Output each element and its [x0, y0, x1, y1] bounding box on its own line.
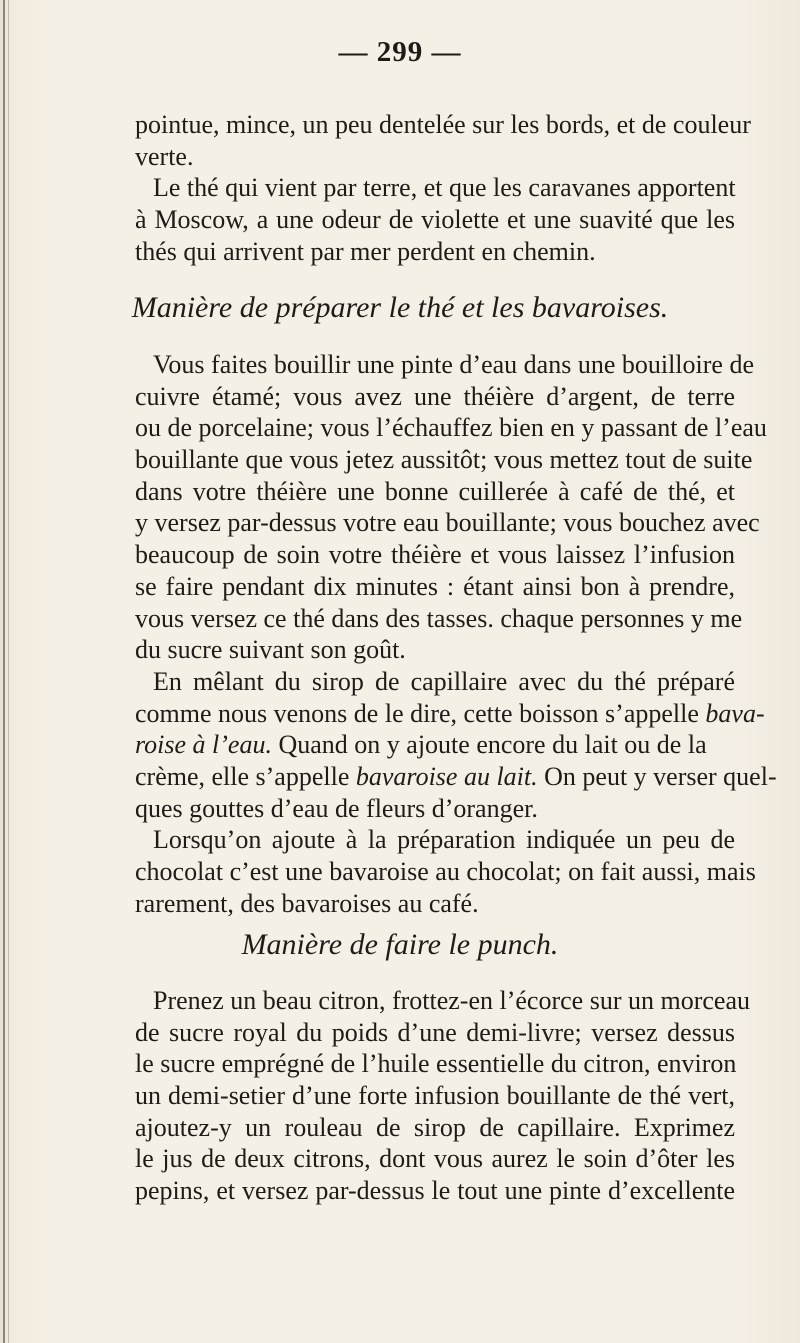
text-line: pepins, et versez par-dessus le tout une pinte d’excellente [135, 1176, 735, 1206]
text-line: En mêlant du sirop de capillaire avec du thé préparé [153, 666, 735, 696]
page-number: — 299 — [338, 36, 462, 68]
text-line [135, 729, 735, 761]
text-span: crème, elle s’appelle [135, 761, 356, 791]
text-line: le jus de deux citrons, dont vous aurez le soin d’ôter les [135, 1144, 735, 1174]
tea-paragraph [135, 349, 777, 919]
text-line: pointue, mince, un peu dentelée sur les bords, et de couleur [135, 110, 751, 139]
punch-paragraph [135, 985, 750, 1207]
section-heading-tea: Manière de préparer le thé et les bavaroises. [131, 291, 669, 324]
section-heading-punch: Manière de faire le punch. [241, 928, 559, 961]
text-line: Lorsqu’on ajoute à la préparation indiquée un peu de [153, 825, 735, 855]
text-line: verte. [135, 141, 194, 171]
text-line: Le thé qui vient par terre, et que les caravanes apportent [153, 173, 736, 203]
text-line: ou de porcelaine; vous l’échauffez bien en y passant de l’eau [135, 413, 767, 443]
intro-paragraph [135, 109, 751, 267]
text-line: du sucre suivant son goût. [135, 635, 406, 665]
text-line: un demi-setier d’une forte infusion bouillante de thé vert, [135, 1081, 735, 1111]
page-edge-fold [8, 0, 9, 1343]
text-line: chocolat c’est une bavaroise au chocolat; on fait aussi, mais [135, 857, 756, 886]
text-span: comme nous venons de le dire, cette boisson s’appelle [135, 698, 706, 728]
text-line: bouillante que vous jetez aussitôt; vous mettez tout de suite [135, 445, 753, 475]
text-line: le sucre emprégné de l’huile essentielle du citron, environ [135, 1049, 737, 1079]
text-line: ajoutez-y un rouleau de sirop de capillaire. Exprimez [135, 1112, 735, 1142]
text-line: se faire pendant dix minutes : étant ainsi bon à prendre, [135, 571, 735, 601]
text-line: ques gouttes d’eau de fleurs d’oranger. [135, 793, 538, 823]
text-line: de sucre royal du poids d’une demi-livre; versez dessus [135, 1017, 735, 1047]
italic-term: bavaroise au lait. [355, 761, 538, 791]
text-line: Vous faites bouillir une pinte d’eau dans une bouilloire de [153, 350, 754, 379]
text-line: cuivre étamé; vous avez une théière d’argent, de terre [135, 381, 735, 411]
text-line [135, 698, 765, 730]
text-line: à Moscow, a une odeur de violette et une suavité que les [135, 205, 735, 235]
text-line [135, 761, 777, 793]
page-edge-shadow [3, 0, 5, 1343]
text-line: beaucoup de soin votre théière et vous laissez l’infusion [135, 540, 735, 570]
text-line: vous versez ce thé dans des tasses. chaque personnes y me [135, 603, 743, 633]
italic-term: bava- [705, 698, 765, 728]
text-line: rarement, des bavaroises au café. [135, 888, 479, 918]
text-line: y versez par-dessus votre eau bouillante; vous bouchez avec [135, 508, 760, 538]
text-span: On peut y verser quel- [537, 761, 777, 791]
text-line: thés qui arrivent par mer perdent en chemin. [135, 236, 596, 266]
text-line: Prenez un beau citron, frottez-en l’écorce sur un morceau [153, 986, 750, 1015]
text-span: Quand on y ajoute encore du lait ou de la [271, 730, 707, 760]
italic-term: roise à l’eau. [135, 730, 272, 760]
text-line: dans votre théière une bonne cuillerée à café de thé, et [135, 476, 735, 506]
